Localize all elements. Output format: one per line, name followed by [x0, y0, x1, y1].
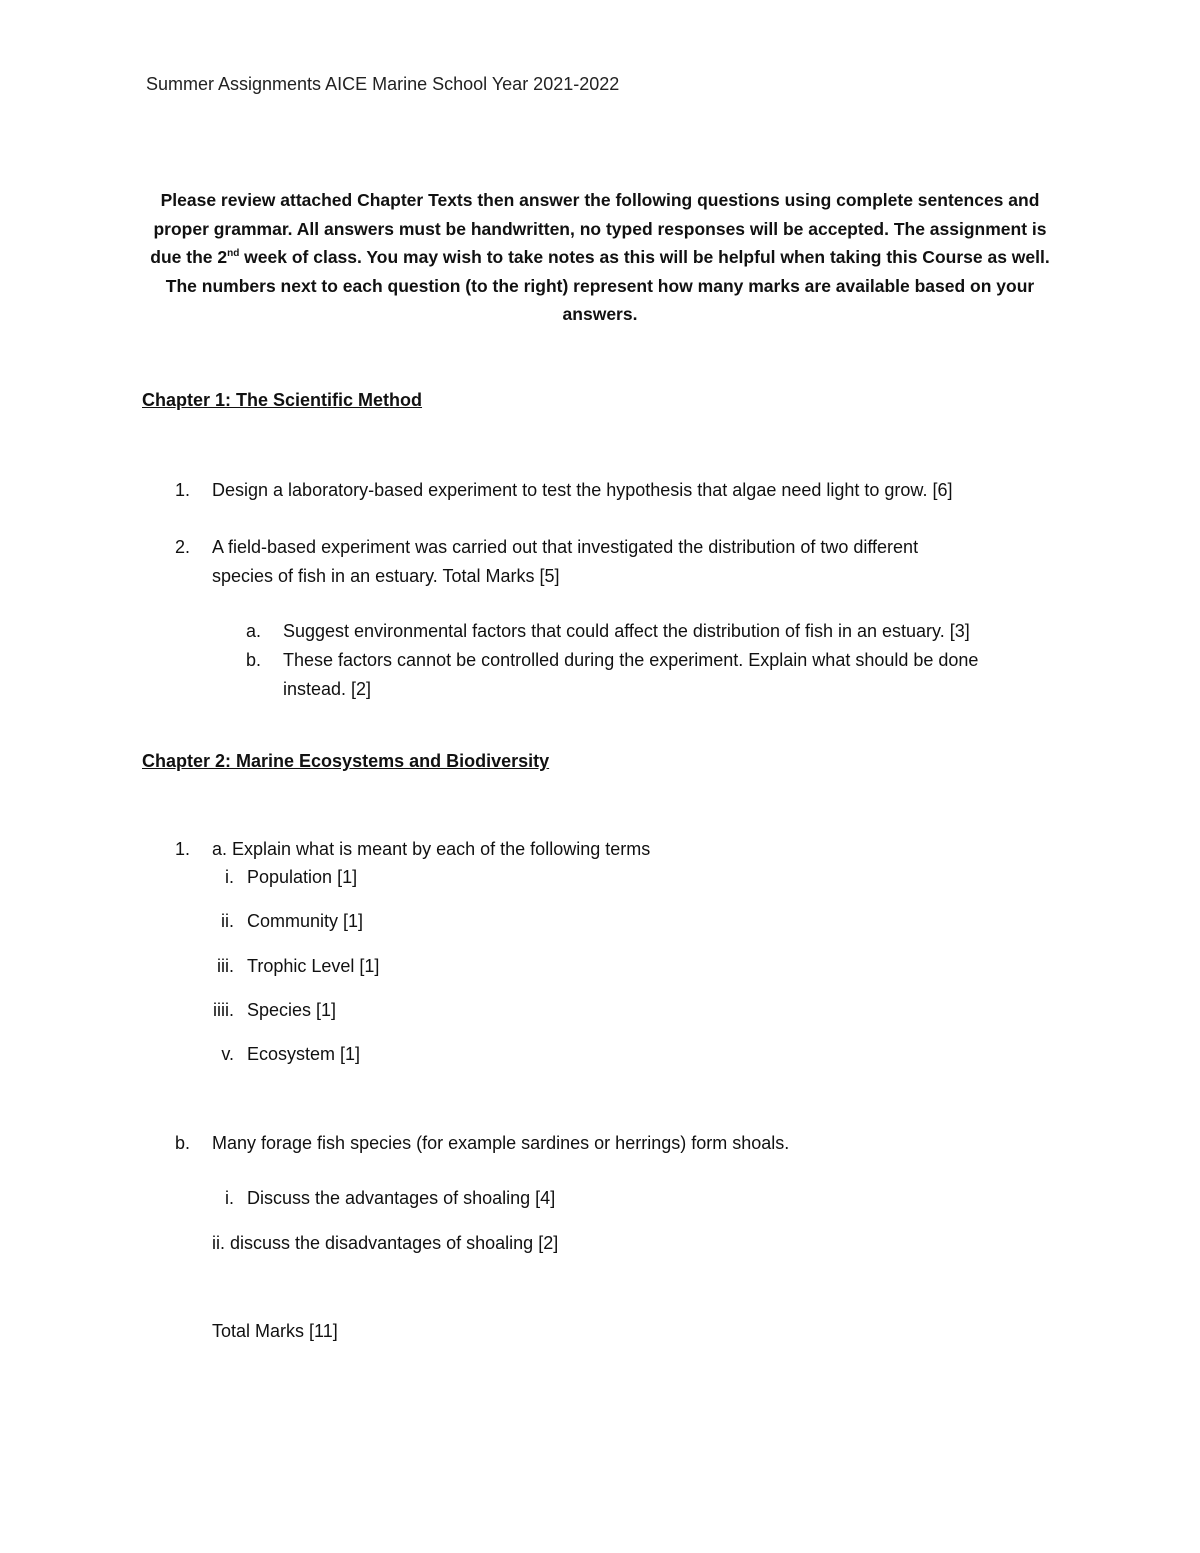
chapter-1-question-2-number: 2.	[174, 537, 190, 557]
term-label: iiii.	[213, 1000, 234, 1020]
chapter-1-question-2a-text: Suggest environmental factors that could affect the distribution of fish in an estuary. [3]	[283, 621, 970, 641]
instructions-superscript: nd	[227, 248, 240, 260]
chapter-1-question-2b-label: b.	[246, 650, 262, 670]
part-b-i-label: i.	[225, 1188, 234, 1208]
term-text: Population [1]	[247, 867, 358, 887]
term-text: Trophic Level [1]	[247, 956, 380, 976]
chapter-1-question-2a-label: a.	[246, 621, 262, 641]
part-b-i-text: Discuss the advantages of shoaling [4]	[247, 1188, 556, 1208]
instructions-paragraph	[140, 186, 1060, 329]
term-label: iii.	[217, 956, 234, 976]
chapter-2-question-1-text: a. Explain what is meant by each of the following terms	[212, 839, 651, 859]
term-label: ii.	[221, 911, 234, 931]
chapter-1-question-2-line-2: species of fish in an estuary. Total Marks [5]	[212, 566, 560, 586]
instructions-part-2: week of class. You may wish to take notes as this will be helpful when taking this Course as well. The numbers next to each question (to the right) represent how many marks are available based on your answers.	[165, 247, 1050, 324]
chapter-1-heading: Chapter 1: The Scientific Method	[142, 390, 423, 410]
instructions-part-1: Please review attached Chapter Texts then answer the following questions using complete sentences and proper grammar. All answers must be handwritten, no typed responses will be accepted. The assignment is due the 2	[150, 190, 1047, 267]
chapter-1-question-2b-line-2: instead. [2]	[283, 679, 372, 699]
term-label: v.	[221, 1044, 234, 1064]
chapter-1-question-1-number: 1.	[174, 480, 190, 500]
chapter-1-question-2b-line-1: These factors cannot be controlled during the experiment. Explain what should be done	[283, 650, 979, 670]
term-text: Species [1]	[247, 1000, 337, 1020]
chapter-2-part-b-label: b.	[174, 1133, 190, 1153]
chapter-1-question-2-line-1: A field-based experiment was carried out that investigated the distribution of two different	[212, 537, 919, 557]
page-header: Summer Assignments AICE Marine School Year 2021-2022	[146, 74, 620, 94]
chapter-2-part-b-text: Many forage fish species (for example sardines or herrings) form shoals.	[212, 1133, 790, 1153]
term-text: Community [1]	[247, 911, 364, 931]
term-label: i.	[225, 867, 234, 887]
chapter-2-total-marks: Total Marks [11]	[212, 1321, 338, 1341]
chapter-1-question-1-text: Design a laboratory-based experiment to test the hypothesis that algae need light to grow. [6]	[212, 480, 953, 500]
part-b-ii-text: ii. discuss the disadvantages of shoaling [2]	[212, 1233, 559, 1253]
term-text: Ecosystem [1]	[247, 1044, 361, 1064]
chapter-2-question-1-number: 1.	[174, 839, 190, 859]
chapter-2-heading: Chapter 2: Marine Ecosystems and Biodiversity	[142, 751, 550, 771]
